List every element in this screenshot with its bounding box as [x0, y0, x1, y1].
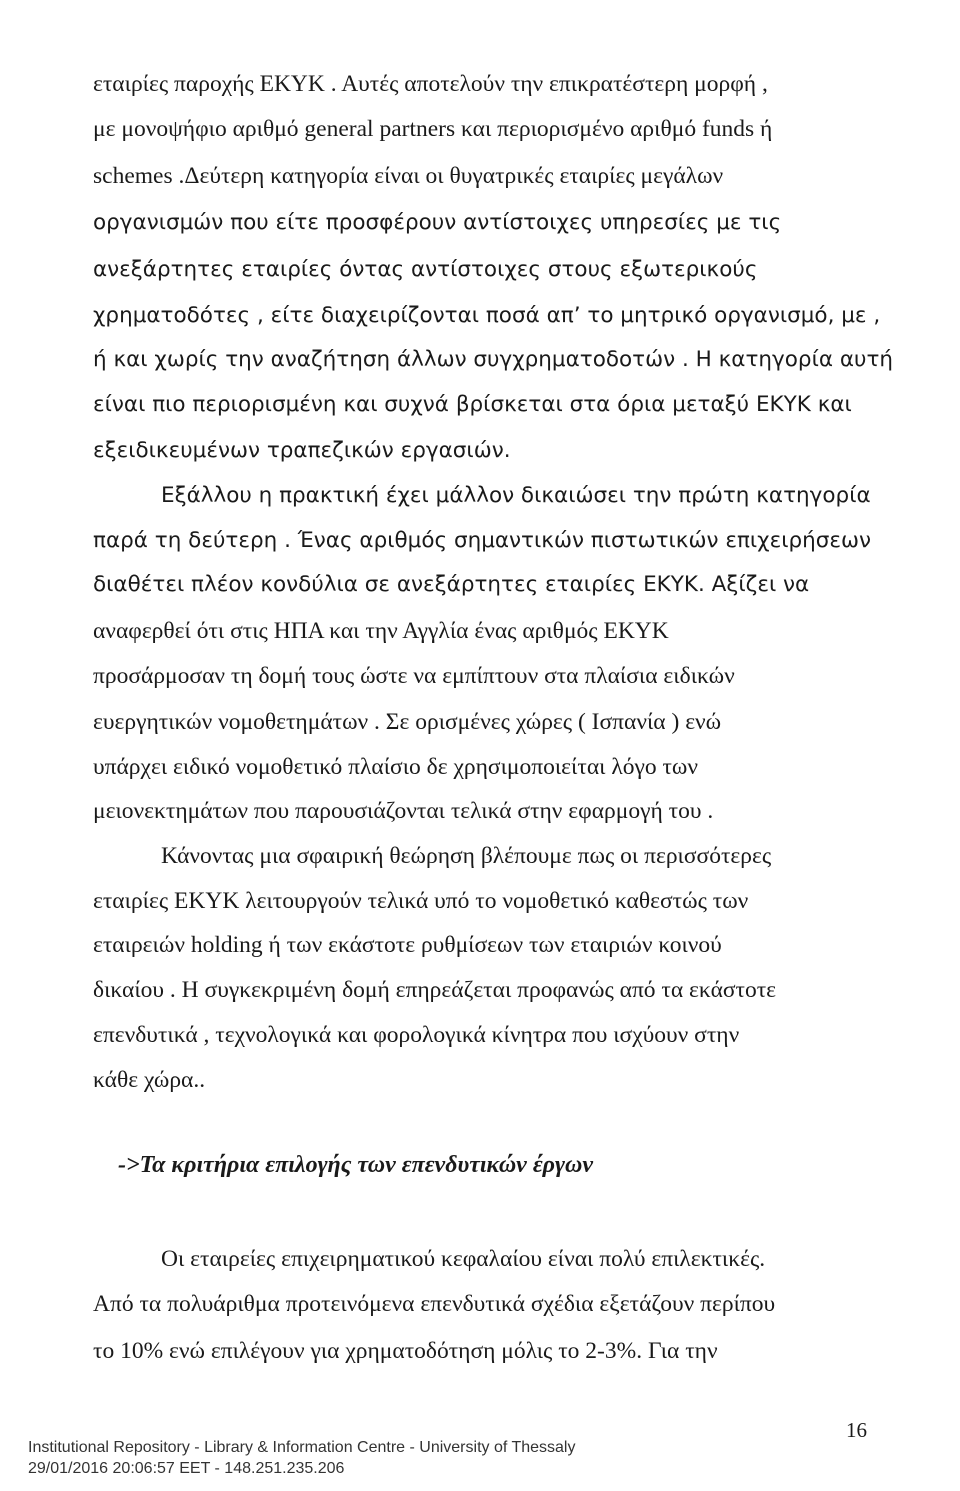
text-line: schemes .Δεύτερη κατηγορία είναι οι θυγατρικές εταιρίες μεγάλων — [93, 163, 724, 189]
text-line: εταιρίες παροχής ΕΚΥΚ . Αυτές αποτελούν την επικρατέστερη μορφή , — [93, 71, 768, 97]
text-line: εξειδικευμένων τραπεζικών εργασιών. — [93, 438, 511, 463]
text-line: δικαίου . Η συγκεκριμένη δομή επηρεάζεται προφανώς από τα εκάστοτε — [93, 977, 777, 1003]
text-line: το 10% ενώ επιλέγουν για χρηματοδότηση μόλις το 2-3%. Για την — [93, 1338, 718, 1364]
text-line: ευεργητικών νομοθετημάτων . Σε ορισμένες χώρες ( Ισπανία ) ενώ — [93, 709, 722, 735]
text-line: Από τα πολυάριθμα προτεινόμενα επενδυτικά σχέδια εξετάζουν περίπου — [93, 1291, 776, 1317]
text-line: υπάρχει ειδικό νομοθετικό πλαίσιο δε χρησιμοποιείται λόγο των — [93, 754, 699, 780]
text-line: εταιρίες ΕΚΥΚ λειτουργούν τελικά υπό το νομοθετικό καθεστώς των — [93, 888, 749, 914]
text-line: εταιρειών holding ή των εκάστοτε ρυθμίσεων των εταιριών κοινού — [93, 932, 722, 958]
text-line: κάθε χώρα.. — [93, 1067, 206, 1093]
text-line: οργανισμών που είτε προσφέρουν αντίστοιχες υπηρεσίες με τις — [93, 210, 782, 235]
text-line: ανεξάρτητες εταιρίες όντας αντίστοιχες στους εξωτερικούς — [93, 257, 758, 282]
text-line: Κάνοντας μια σφαιρική θεώρηση βλέπουμε πως οι περισσότερες — [161, 843, 772, 869]
text-line: Εξάλλου η πρακτική έχει μάλλον δικαιώσει την πρώτη κατηγορία — [161, 483, 871, 508]
text-line: ή και χωρίς την αναζήτηση άλλων συγχρηματοδοτών . Η κατηγορία αυτή — [93, 347, 894, 372]
repository-footer: Institutional Repository - Library & Information Centre - University of Thessaly — [28, 1439, 576, 1456]
section-heading: ->Τα κριτήρια επιλογής των επενδυτικών έργων — [118, 1152, 594, 1178]
text-line: Οι εταιρείες επιχειρηματικού κεφαλαίου είναι πολύ επιλεκτικές. — [161, 1246, 766, 1272]
timestamp-footer: 29/01/2016 20:06:57 EET - 148.251.235.206 — [28, 1460, 345, 1477]
text-line: μειονεκτημάτων που παρουσιάζονται τελικά στην εφαρμογή του . — [93, 798, 714, 824]
text-line: είναι πιο περιορισμένη και συχνά βρίσκεται στα όρια μεταξύ ΕΚΥΚ και — [93, 392, 852, 417]
text-line: επενδυτικά , τεχνολογικά και φορολογικά κίνητρα που ισχύουν στην — [93, 1022, 740, 1048]
text-line: αναφερθεί ότι στις ΗΠΑ και την Αγγλία ένας αριθμός ΕΚΥΚ — [93, 618, 669, 644]
text-line: προσάρμοσαν τη δομή τους ώστε να εμπίπτουν στα πλαίσια ειδικών — [93, 663, 735, 689]
page-number: 16 — [846, 1418, 867, 1442]
text-line: διαθέτει πλέον κονδύλια σε ανεξάρτητες εταιρίες ΕΚΥΚ. Αξίζει να — [93, 572, 810, 597]
text-line: με μονοψήφιο αριθμό general partners και περιορισμένο αριθμό funds ή — [93, 116, 773, 142]
text-line: χρηματοδότες , είτε διαχειρίζονται ποσά απ’ το μητρικό οργανισμό, με , — [93, 303, 881, 328]
text-line: παρά τη δεύτερη . Ένας αριθμός σημαντικών πιστωτικών επιχειρήσεων — [93, 528, 872, 553]
